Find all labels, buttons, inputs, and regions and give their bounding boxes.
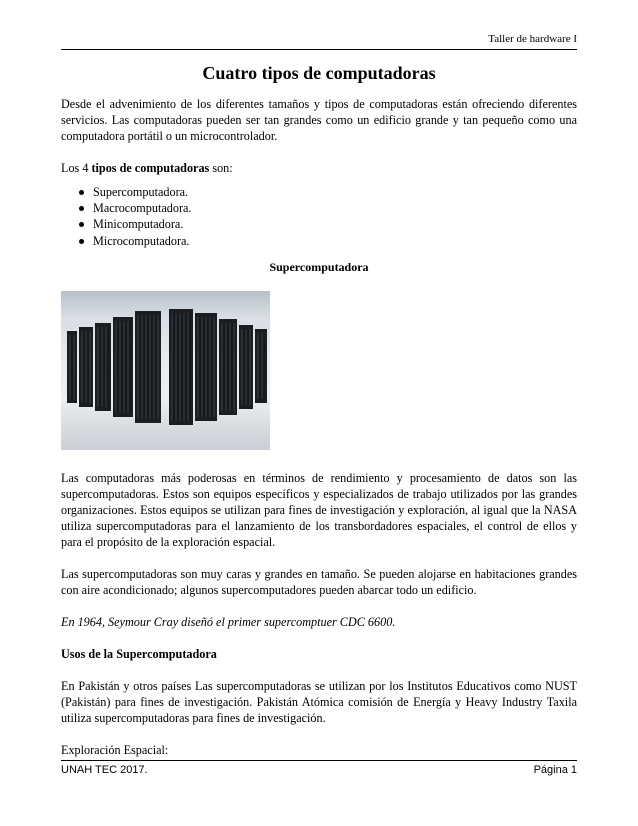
history-note: En 1964, Seymour Cray diseñó el primer supercomptuer CDC 6600. bbox=[61, 614, 396, 629]
footer-rule bbox=[61, 760, 577, 761]
intro-paragraph: Desde el advenimiento de los diferentes tamaños y tipos de computadoras están ofreciendo diferentes servicios. Las computadoras pueden ser tan grandes como un edificio grande y tan pequeño como una computadora portátil o un microcontrolador. bbox=[61, 97, 577, 143]
section-title: Supercomputadora bbox=[269, 259, 369, 274]
document-title: Cuatro tipos de computadoras bbox=[202, 63, 436, 83]
supercomputer-photo bbox=[61, 291, 270, 450]
supercomputer-paragraph-1: Las computadoras más poderosas en términos de rendimiento y procesamiento de datos son las supercomputadoras. Estos son equipos específicos y especializados de trabajo utilizados por las grandes organizaciones. Estos equipos se utilizan para fines de investigación y exploración, al igual que la NASA utiliza supercomputadoras para el lanzamiento de los transbordadores espaciales, el control de ellos y para el propósito de la exploración espacial. bbox=[61, 470, 577, 549]
types-list bbox=[61, 184, 577, 249]
types-bold: tipos de computadoras bbox=[91, 161, 210, 175]
page-header: Taller de hardware I bbox=[488, 33, 577, 45]
list-item: Macrocomputadora. bbox=[93, 200, 577, 216]
types-prefix: Los 4 bbox=[61, 161, 92, 175]
page-content bbox=[61, 62, 577, 758]
uses-title: Usos de la Supercomputadora bbox=[61, 646, 217, 661]
types-intro bbox=[61, 160, 577, 176]
page-number: Página 1 bbox=[533, 764, 577, 776]
uses-paragraph: En Pakistán y otros países Las supercomputadoras se utilizan por los Institutos Educativos como NUST (Pakistán) para fines de investigación. Pakistán Atómica comisión de Energía y Heavy Industry Taxila utiliza supercomputadoras para fines de investigación. bbox=[61, 678, 577, 725]
footer-left: UNAH TEC 2017. bbox=[61, 764, 148, 776]
list-item: Minicomputadora. bbox=[93, 216, 577, 232]
supercomputer-paragraph-2: Las supercomputadoras son muy caras y grandes en tamaño. Se pueden alojarse en habitaciones grandes con aire acondicionado; algunos supercomputadores pueden abarcar todo un edificio. bbox=[61, 566, 577, 597]
space-exploration-heading: Exploración Espacial: bbox=[61, 742, 169, 757]
list-item: Microcomputadora. bbox=[93, 233, 577, 249]
list-item: Supercomputadora. bbox=[93, 184, 577, 200]
types-suffix: son: bbox=[209, 161, 233, 175]
header-rule bbox=[61, 49, 577, 50]
